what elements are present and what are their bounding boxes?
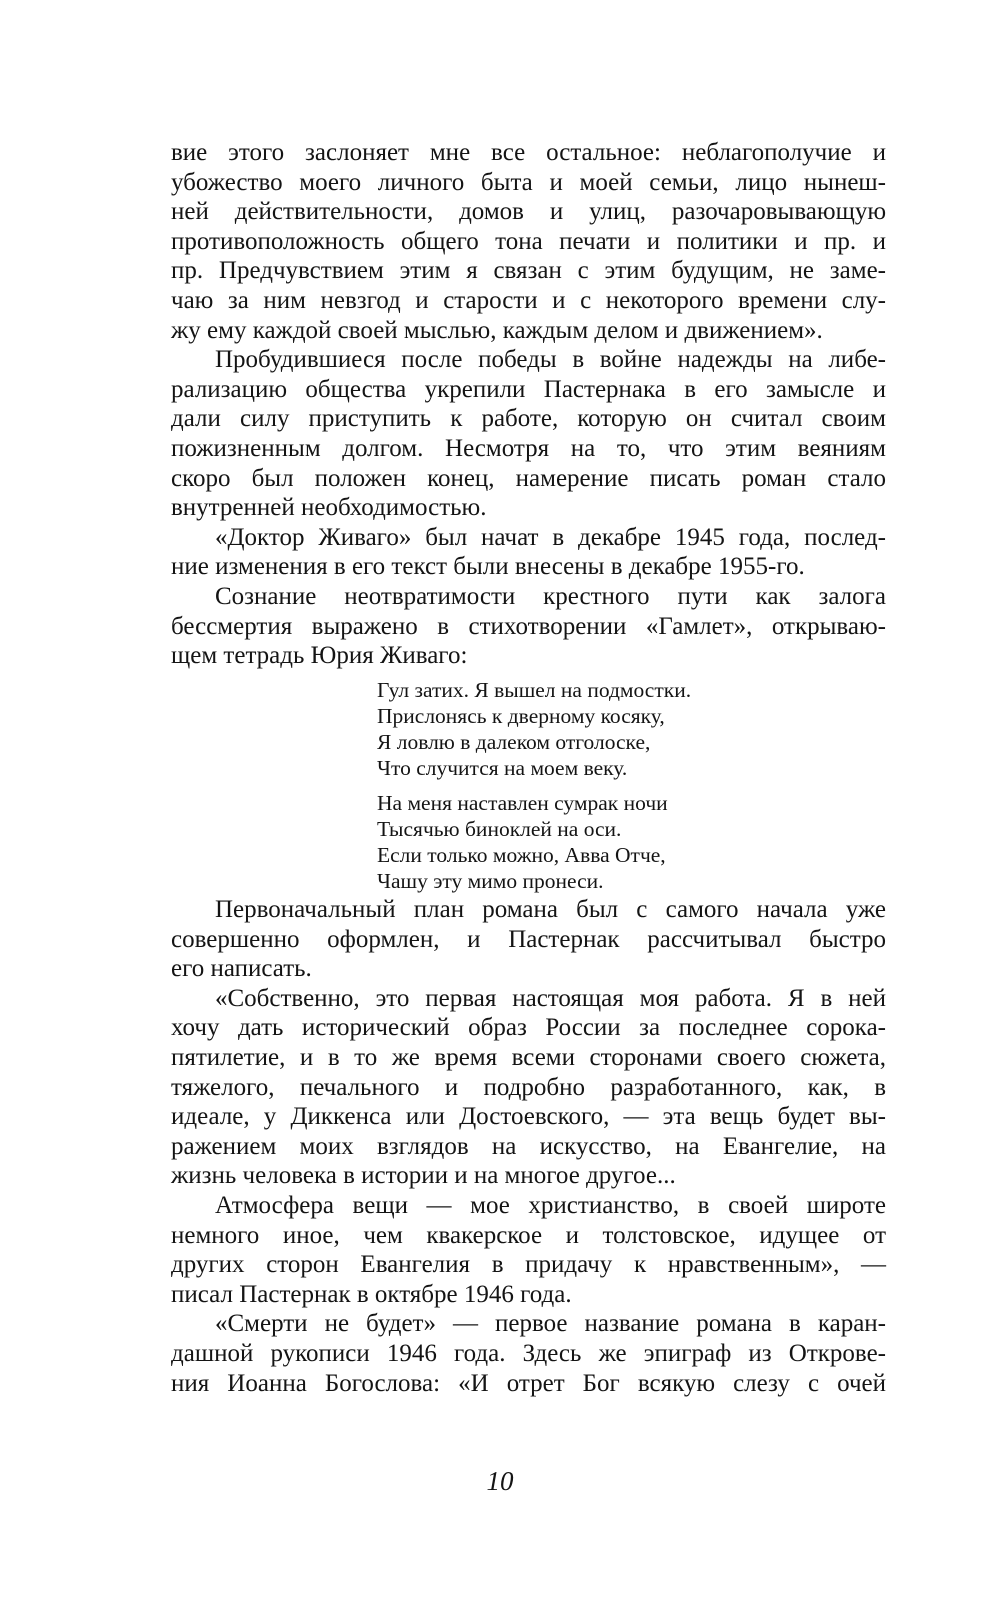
text-line: дашной рукописи 1946 года. Здесь же эпиграф из Открове- (171, 1339, 886, 1367)
text-line: бессмертия выражено в стихотворении «Гамлет», открываю- (171, 612, 886, 640)
text-line: пятилетие, и в то же время всеми сторонами своего сюжета, (171, 1043, 886, 1071)
poem-hamlet (377, 677, 691, 903)
text-line: Первоначальный план романа был с самого начала уже (215, 896, 886, 923)
text-line: ния Иоанна Богослова: «И отрет Бог всякую слезу с очей (171, 1369, 886, 1397)
text-line: других сторон Евангелия в придачу к нравственным», — (171, 1251, 886, 1279)
text-line: «Смерти не будет» — первое название романа в каран- (215, 1310, 886, 1338)
text-line: писал Пастернак в октябре 1946 года. (171, 1280, 572, 1308)
text-line: совершенно оформлен, и Пастернак рассчитывал быстро (171, 925, 886, 953)
text-line: Пробудившиеся после победы в войне надежды на либе- (215, 346, 886, 374)
text-line: чаю за ним невзгод и старости и с некоторого времени слу- (171, 286, 886, 314)
text-line: «Доктор Живаго» был начат в декабре 1945 года, послед- (215, 523, 886, 551)
text-line: убожество моего личного быта и моей семьи, лицо нынеш- (171, 168, 886, 196)
poem-line: На меня наставлен сумрак ночи (377, 791, 668, 815)
text-line: жу ему каждой своей мыслью, каждым делом и движением». (171, 316, 823, 344)
paragraph (171, 345, 886, 523)
text-line: идеале, у Диккенса или Достоевского, — эта вещь будет вы- (171, 1103, 886, 1131)
text-line: немного иное, чем квакерское и толстовское, идущее от (171, 1221, 886, 1249)
text-line: внутренней необходимостью. (171, 494, 487, 522)
text-line: скоро был положен конец, намерение писать роман стало (171, 464, 886, 492)
text-line: Сознание неотвратимости крестного пути как залога (215, 582, 886, 610)
poem-line: Что случится на моем веку. (377, 756, 628, 780)
text-block-top (171, 138, 886, 671)
text-line: рализацию общества укрепили Пастернака в его замысле и (171, 375, 886, 403)
text-line: пожизненным долгом. Несмотря на то, что этим веяниям (171, 434, 886, 462)
text-line: вие этого заслоняет мне все остальное: неблагополучие и (171, 139, 886, 166)
text-line: хочу дать исторический образ России за последнее сорока- (171, 1014, 886, 1042)
poem-line: Гул затих. Я вышел на подмостки. (377, 678, 692, 702)
poem-line: Тысячью биноклей на оси. (377, 817, 622, 841)
text-line: щем тетрадь Юрия Живаго: (171, 642, 468, 670)
paragraph (171, 984, 886, 1191)
paragraph (171, 895, 886, 984)
page-number: 10 (486, 1466, 514, 1496)
text-line: пр. Предчувствием этим я связан с этим будущим, не заме- (171, 257, 886, 285)
poem-line: Я ловлю в далеком отголоске, (377, 730, 651, 754)
text-block-bottom (171, 895, 886, 1398)
poem-stanza (377, 677, 691, 781)
text-line: ней действительности, домов и улиц, разочаровывающую (171, 198, 886, 226)
poem-stanza (377, 790, 691, 894)
paragraph (171, 523, 886, 582)
poem-line: Если только можно, Авва Отче, (377, 843, 666, 867)
text-line: дали силу приступить к работе, которую он считал своим (171, 405, 886, 433)
text-line: жизнь человека в истории и на многое другое... (171, 1162, 676, 1190)
paragraph (171, 582, 886, 671)
text-line: противоположность общего тона печати и политики и пр. и (171, 227, 886, 255)
text-line: «Собственно, это первая настоящая моя работа. Я в ней (215, 984, 886, 1012)
text-line: тяжелого, печального и подробно разработанного, как, в (171, 1073, 886, 1101)
paragraph (171, 1191, 886, 1309)
text-line: ражением моих взглядов на искусство, на Евангелие, на (171, 1132, 886, 1160)
text-line: его написать. (171, 955, 312, 983)
poem-line: Прислонясь к дверному косяку, (377, 704, 665, 728)
poem-line: Чашу эту мимо пронеси. (377, 869, 604, 893)
text-line: ние изменения в его текст были внесены в декабре 1955-го. (171, 553, 805, 581)
paragraph (171, 138, 886, 345)
paragraph (171, 1309, 886, 1398)
text-line: Атмосфера вещи — мое христианство, в своей широте (215, 1191, 886, 1219)
